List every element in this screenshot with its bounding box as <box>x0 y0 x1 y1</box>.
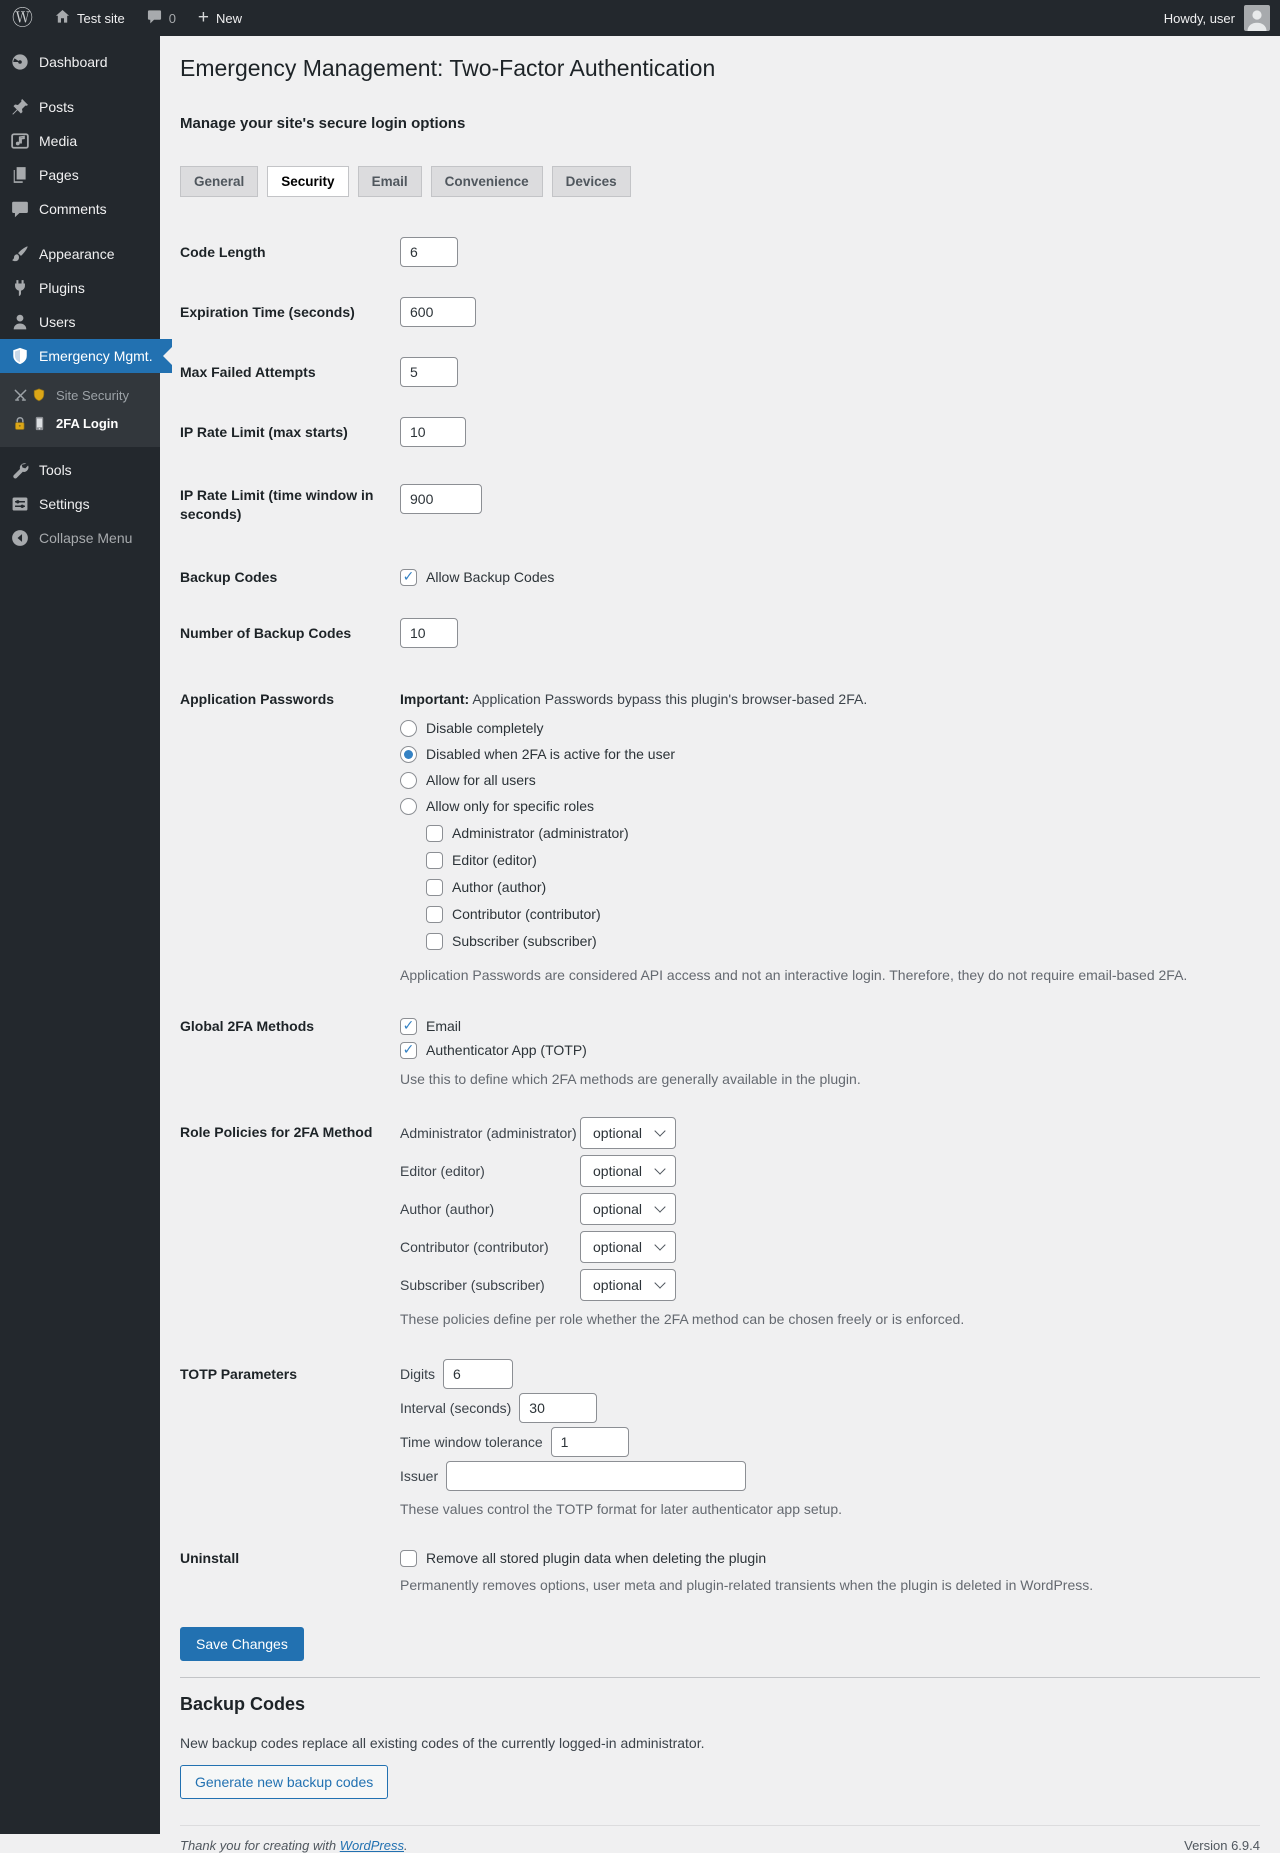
plus-icon: + <box>197 6 210 28</box>
max-failed-attempts-input[interactable] <box>400 357 458 387</box>
method-option-email <box>400 1015 1260 1037</box>
footer-version: Version 6.9.4 <box>1184 1838 1260 1853</box>
main-content <box>160 36 1280 1853</box>
sidebar-item-emergency-mgmt[interactable] <box>0 339 172 373</box>
totp-issuer-line <box>400 1461 1260 1491</box>
sidebar-item-label: Tools <box>39 462 72 478</box>
tab-security[interactable]: Security <box>267 166 348 197</box>
help-text: These values control the TOTP format for later authenticator app setup. <box>400 1501 843 1517</box>
radio-label: Allow for all users <box>426 772 536 788</box>
important-note: Important: Application Passwords bypass this plugin's browser-based 2FA. <box>400 691 868 707</box>
app-pw-radio-disable[interactable] <box>400 720 417 737</box>
new-label: New <box>216 10 243 26</box>
code-length-input[interactable] <box>400 237 458 267</box>
sidebar-item-pages[interactable] <box>0 158 160 192</box>
site-name-menu[interactable] <box>55 0 125 36</box>
padlock-icon <box>12 415 28 431</box>
tab-general[interactable]: General <box>180 166 258 197</box>
sidebar-item-comments[interactable] <box>0 192 160 226</box>
sidebar-item-settings[interactable] <box>0 487 160 521</box>
field-label: TOTP Parameters <box>180 1366 297 1382</box>
sidebar-item-label: Plugins <box>39 280 85 296</box>
sidebar-item-label: Comments <box>39 201 107 217</box>
footer-thanks: Thank you for creating with WordPress. <box>180 1838 408 1853</box>
expiration-time-row <box>180 297 1260 327</box>
sidebar-item-label: Pages <box>39 167 79 183</box>
sub-label: Issuer <box>400 1468 439 1484</box>
uninstall-checkbox[interactable] <box>400 1550 417 1567</box>
tab-convenience[interactable]: Convenience <box>431 166 543 197</box>
role-checkbox-author[interactable] <box>426 879 443 896</box>
admin-top-bar <box>0 0 1280 36</box>
selected-value: optional <box>593 1201 643 1217</box>
role-name: Author (author) <box>400 1201 495 1217</box>
security-settings-form <box>180 237 1260 1661</box>
tab-email[interactable]: Email <box>358 166 422 197</box>
uninstall-option <box>400 1547 1260 1569</box>
field-label: IP Rate Limit (time window in seconds) <box>180 487 374 522</box>
method-checkbox-totp[interactable] <box>400 1042 417 1059</box>
app-pw-option-allow-all <box>400 769 1260 791</box>
comment-bubble-icon <box>147 9 162 27</box>
field-label: Expiration Time (seconds) <box>180 304 355 320</box>
checkbox-label: Allow Backup Codes <box>426 569 555 585</box>
wordpress-link[interactable]: WordPress <box>339 1838 404 1853</box>
shield-icon <box>10 346 30 366</box>
collapse-menu-button[interactable] <box>0 521 160 555</box>
app-pw-option-disabled-when-2fa <box>400 743 1260 765</box>
page-footer <box>180 1825 1260 1853</box>
sidebar-item-label: Emergency Mgmt. <box>39 348 153 364</box>
app-pw-radio-specific-roles[interactable] <box>400 798 417 815</box>
role-name: Administrator (administrator) <box>400 1125 577 1141</box>
site-name-label: Test site <box>77 10 125 26</box>
sidebar-item-dashboard[interactable] <box>0 45 160 79</box>
field-label: Role Policies for 2FA Method <box>180 1124 373 1140</box>
totp-tolerance-input[interactable] <box>551 1427 629 1457</box>
policy-select-subscriber[interactable] <box>580 1269 676 1301</box>
max-failed-attempts-row <box>180 357 1260 387</box>
chevron-down-icon <box>654 1239 665 1250</box>
number-backup-codes-row <box>180 618 1260 648</box>
app-pw-radio-disabled-when-2fa[interactable] <box>400 746 417 763</box>
shield-badge-icon <box>31 387 47 403</box>
checkbox-label: Remove all stored plugin data when deleting the plugin <box>426 1550 767 1566</box>
ip-rate-limit-window-input[interactable] <box>400 484 482 514</box>
code-length-row <box>180 237 1260 267</box>
generate-backup-codes-button[interactable]: Generate new backup codes <box>180 1765 388 1799</box>
field-label: Uninstall <box>180 1550 240 1566</box>
sidebar-item-label: 2FA Login <box>56 415 119 431</box>
role-name: Contributor (contributor) <box>400 1239 549 1255</box>
role-option-subscriber <box>426 930 1260 952</box>
number-backup-codes-input[interactable] <box>400 618 458 648</box>
sub-label: Digits <box>400 1366 436 1382</box>
home-icon <box>55 9 70 27</box>
role-option-author <box>426 876 1260 898</box>
policy-row-editor <box>400 1155 1260 1187</box>
plug-icon <box>10 278 30 298</box>
settings-sliders-icon <box>10 494 30 514</box>
selected-value: optional <box>593 1163 643 1179</box>
role-option-contributor <box>426 903 1260 925</box>
avatar[interactable] <box>1244 5 1270 31</box>
allow-backup-codes-option <box>400 566 1260 588</box>
role-checkbox-subscriber[interactable] <box>426 933 443 950</box>
settings-tabs <box>180 166 1260 197</box>
sidebar-item-label: Appearance <box>39 246 115 262</box>
howdy-label[interactable]: Howdy, user <box>1163 10 1235 26</box>
radio-label: Disabled when 2FA is active for the user <box>426 746 676 762</box>
checkbox-label: Subscriber (subscriber) <box>452 933 597 949</box>
totp-digits-line <box>400 1359 1260 1389</box>
policy-select-author[interactable] <box>580 1193 676 1225</box>
role-option-administrator <box>426 822 1260 844</box>
chevron-down-icon <box>654 1201 665 1212</box>
selected-value: optional <box>593 1239 643 1255</box>
totp-interval-line <box>400 1393 1260 1423</box>
role-name: Editor (editor) <box>400 1163 485 1179</box>
policy-row-subscriber <box>400 1269 1260 1301</box>
backup-codes-row <box>180 566 1260 588</box>
app-pw-option-disable <box>400 717 1260 739</box>
checkbox-label: Author (author) <box>452 879 547 895</box>
selected-value: optional <box>593 1277 643 1293</box>
radio-label: Allow only for specific roles <box>426 798 595 814</box>
help-text: Permanently removes options, user meta and plugin-related transients when the plugin is deleted in WordPress. <box>400 1577 1094 1593</box>
help-text: Use this to define which 2FA methods are generally available in the plugin. <box>400 1071 861 1087</box>
method-checkbox-email[interactable] <box>400 1018 417 1035</box>
sidebar-submenu <box>0 373 160 447</box>
sidebar-item-plugins[interactable] <box>0 271 160 305</box>
totp-parameters-row <box>180 1359 1260 1519</box>
checkbox-label: Administrator (administrator) <box>452 825 629 841</box>
chevron-down-icon <box>654 1163 665 1174</box>
expiration-time-input[interactable] <box>400 297 476 327</box>
new-content-menu[interactable] <box>198 0 242 36</box>
role-checkbox-contributor[interactable] <box>426 906 443 923</box>
sidebar-item-label: Settings <box>39 496 90 512</box>
comments-icon <box>10 199 30 219</box>
tab-devices[interactable]: Devices <box>552 166 631 197</box>
sidebar-item-2fa-login[interactable] <box>0 409 160 437</box>
sidebar-item-users[interactable] <box>0 305 160 339</box>
wordpress-logo-icon[interactable]: Ⓦ <box>12 6 33 30</box>
chevron-down-icon <box>654 1125 665 1136</box>
sidebar-item-media[interactable] <box>0 124 160 158</box>
field-label: Code Length <box>180 244 266 260</box>
app-pw-radio-allow-all[interactable] <box>400 772 417 789</box>
page-subtitle: Manage your site's secure login options <box>180 115 466 132</box>
ip-rate-limit-window-row <box>180 484 1260 524</box>
sidebar-item-site-security[interactable] <box>0 381 160 409</box>
mobile-phone-icon <box>31 415 47 431</box>
checkbox-label: Editor (editor) <box>452 852 537 868</box>
sidebar-item-tools[interactable] <box>0 453 160 487</box>
admin-sidebar <box>0 36 160 1834</box>
sidebar-item-label: Collapse Menu <box>39 530 133 546</box>
sidebar-item-appearance[interactable] <box>0 237 160 271</box>
checkbox-label: Contributor (contributor) <box>452 906 601 922</box>
wrench-icon <box>10 460 30 480</box>
application-passwords-row <box>180 684 1260 985</box>
paintbrush-icon <box>10 244 30 264</box>
crossed-swords-icon <box>12 387 28 403</box>
uninstall-row <box>180 1547 1260 1595</box>
sub-label: Time window tolerance <box>400 1434 543 1450</box>
checkbox-label: Authenticator App (TOTP) <box>426 1042 587 1058</box>
role-option-editor <box>426 849 1260 871</box>
field-label: Application Passwords <box>180 691 335 707</box>
allow-backup-codes-checkbox[interactable] <box>400 569 417 586</box>
method-option-totp <box>400 1039 1260 1061</box>
field-label: IP Rate Limit (max starts) <box>180 424 348 440</box>
help-text: Application Passwords are considered API access and not an interactive login. Therefore, they do not require email-based 2FA. <box>400 967 1188 983</box>
help-text: These policies define per role whether the 2FA method can be chosen freely or is enforced. <box>400 1311 965 1327</box>
section-divider <box>180 1677 1260 1678</box>
sidebar-item-label: Media <box>39 133 78 149</box>
media-icon <box>10 131 30 151</box>
sub-label: Interval (seconds) <box>400 1400 512 1416</box>
radio-label: Disable completely <box>426 720 544 736</box>
collapse-arrow-icon <box>10 528 30 548</box>
totp-issuer-input[interactable] <box>446 1461 746 1491</box>
policy-row-contributor <box>400 1231 1260 1263</box>
sidebar-item-label: Site Security <box>56 387 129 403</box>
sidebar-item-posts[interactable] <box>0 90 160 124</box>
backup-codes-heading: Backup Codes <box>180 1694 306 1714</box>
totp-tolerance-line <box>400 1427 1260 1457</box>
policy-select-administrator[interactable] <box>580 1117 676 1149</box>
ip-rate-limit-max-input[interactable] <box>400 417 466 447</box>
policy-row-author <box>400 1193 1260 1225</box>
sidebar-item-label: Dashboard <box>39 54 108 70</box>
field-label: Global 2FA Methods <box>180 1018 315 1034</box>
pushpin-icon <box>10 97 30 117</box>
role-name: Subscriber (subscriber) <box>400 1277 545 1293</box>
comment-count: 0 <box>168 10 176 26</box>
totp-interval-input[interactable] <box>519 1393 597 1423</box>
global-2fa-methods-row <box>180 1015 1260 1089</box>
save-changes-button[interactable]: Save Changes <box>180 1627 304 1661</box>
role-checkbox-editor[interactable] <box>426 852 443 869</box>
totp-digits-input[interactable] <box>443 1359 513 1389</box>
field-label: Number of Backup Codes <box>180 625 352 641</box>
sidebar-item-label: Users <box>39 314 76 330</box>
field-label: Backup Codes <box>180 569 278 585</box>
pages-icon <box>10 165 30 185</box>
user-icon <box>10 312 30 332</box>
policy-select-contributor[interactable] <box>580 1231 676 1263</box>
backup-codes-description: New backup codes replace all existing codes of the currently logged-in administrator. <box>180 1735 705 1751</box>
field-label: Max Failed Attempts <box>180 364 316 380</box>
ip-rate-limit-max-row <box>180 417 1260 447</box>
role-policies-row <box>180 1117 1260 1329</box>
sidebar-item-label: Posts <box>39 99 75 115</box>
role-checkbox-administrator[interactable] <box>426 825 443 842</box>
app-pw-option-specific-roles <box>400 795 1260 817</box>
policy-select-editor[interactable] <box>580 1155 676 1187</box>
page-title: Emergency Management: Two-Factor Authentication <box>180 55 716 81</box>
selected-value: optional <box>593 1125 643 1141</box>
checkbox-label: Email <box>426 1018 462 1034</box>
policy-row-administrator <box>400 1117 1260 1149</box>
comments-menu[interactable] <box>147 0 176 36</box>
dashboard-icon <box>10 52 30 72</box>
chevron-down-icon <box>654 1277 665 1288</box>
